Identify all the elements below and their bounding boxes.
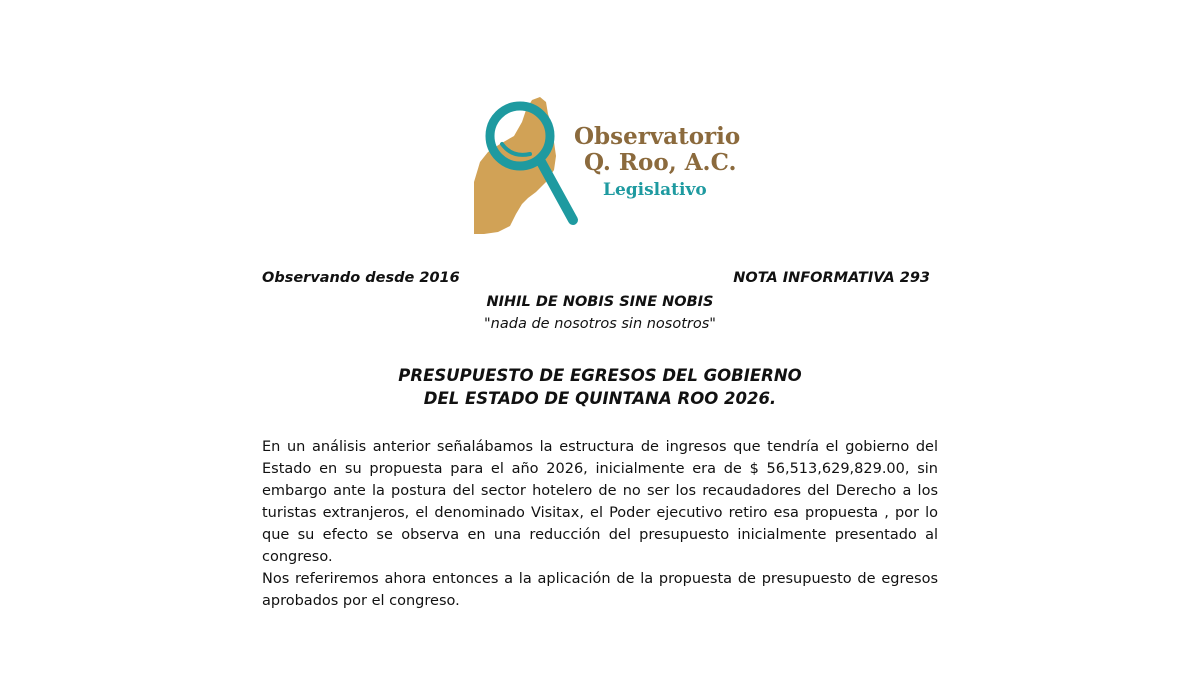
title-line-2: DEL ESTADO DE QUINTANA ROO 2026. xyxy=(423,389,777,408)
title-line-1: PRESUPUESTO DE EGRESOS DEL GOBIERNO xyxy=(398,366,802,385)
body-paragraph-2: Nos referiremos ahora entonces a la aplicación de la propuesta de presupuesto de egresos aprobados por el congreso. xyxy=(262,571,938,609)
motto-translation: "nada de nosotros sin nosotros" xyxy=(484,316,716,332)
org-name-line-2: Q. Roo, A.C. xyxy=(584,149,737,176)
motto: NIHIL DE NOBIS SINE NOBIS xyxy=(486,294,714,310)
magnifying-glass-map-icon xyxy=(470,92,580,237)
body-paragraph-1: En un análisis anterior señalábamos la estructura de ingresos que tendría el gobierno del Estado en su propuesta para el año 2026, inicialmente era de $ 56,513,629,829.00, sin embargo ante la postura del sector hotelero de no ser los recaudadores del Derecho a los turistas extranjeros, el denominado Visitax, el Poder ejecutivo retiro esa propuesta , por lo que su efecto se observa en una reducción del presupuesto inicialmente presentado al congreso. xyxy=(262,439,938,565)
document-title xyxy=(0,364,1200,410)
document-body xyxy=(262,436,938,612)
tagline: Observando desde 2016 xyxy=(262,270,460,286)
organization-logo xyxy=(470,92,740,237)
header-meta-row xyxy=(262,270,930,292)
org-name-line-1: Observatorio xyxy=(574,123,741,150)
org-subtitle: Legislativo xyxy=(603,180,707,200)
note-number: NOTA INFORMATIVA 293 xyxy=(733,270,930,286)
